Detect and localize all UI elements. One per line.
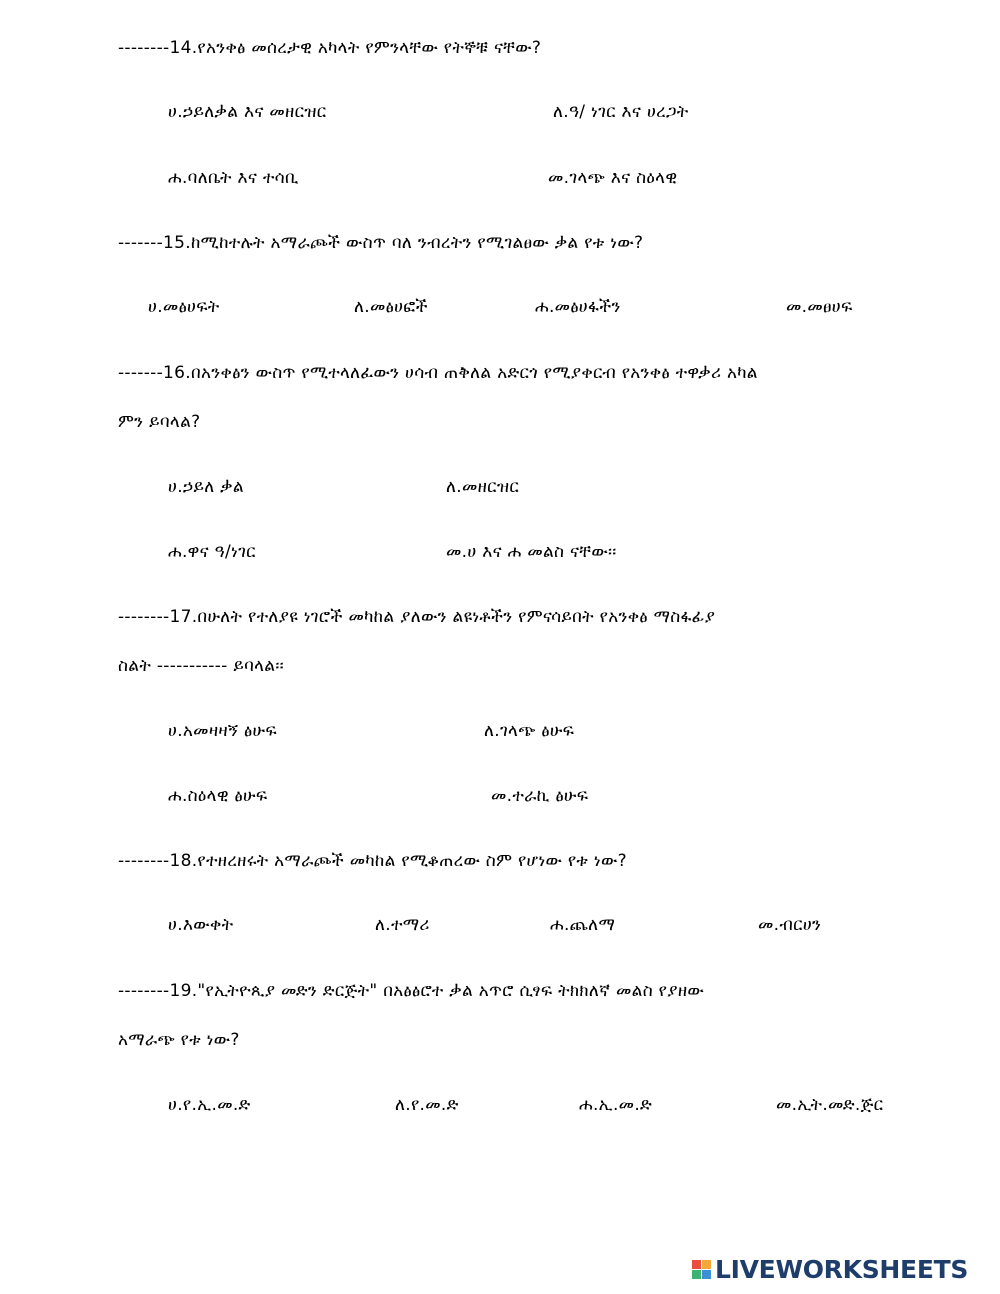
q16-option-d: መ.ሀ እና ሐ መልስ ናቸው፡፡ <box>446 542 617 562</box>
q18-option-c: ሐ.ጨለማ <box>550 915 616 935</box>
q14-option-a: ሀ.ኃይለቃል እና መዘርዝር <box>168 102 327 122</box>
q15-option-b: ለ.መፅሀፎች <box>354 297 428 317</box>
logo-square-3 <box>692 1270 701 1279</box>
question-14: --------14.የአንቀፅ መሰረታዊ አካላት የምንላቸው የትኞቹ ናቸው? <box>118 38 542 58</box>
question-16-line-2: ምን ይባላል? <box>118 412 201 432</box>
question-18: --------18.የተዘረዘሩት አማራጮች መካከል የሚቆጠረው ስም የሆነው የቱ ነው? <box>118 851 627 871</box>
q15-option-c: ሐ.መፅሀፋችን <box>535 297 621 317</box>
q16-option-b: ለ.መዘርዝር <box>446 477 520 497</box>
q14-option-c: ሐ.ባለቤት እና ተሳቢ <box>168 168 299 188</box>
liveworksheets-logo <box>692 1254 968 1284</box>
logo-square-2 <box>702 1260 711 1269</box>
q17-option-a: ሀ.አመዛዛኝ ፅሁፍ <box>168 721 277 741</box>
q15-option-a: ሀ.መፅሀፍት <box>148 297 220 317</box>
q16-option-c: ሐ.ዋና ዓ/ነገር <box>168 542 256 562</box>
q14-option-b: ለ.ዓ/ ነገር እና ሀረጋት <box>553 102 689 122</box>
q16-option-a: ሀ.ኃይለ ቃል <box>168 477 244 497</box>
q19-option-b: ለ.የ.መ.ድ <box>395 1095 459 1115</box>
logo-text: LIVEWORKSHEETS <box>715 1254 969 1284</box>
q15-option-d: መ.መፀሀፍ <box>786 297 853 317</box>
liveworksheets-mark-icon <box>692 1260 711 1279</box>
question-17-line-2: ስልት ----------- ይባላል፡፡ <box>118 656 284 676</box>
question-19-line-2: አማራጭ የቱ ነው? <box>118 1030 240 1050</box>
q17-option-b: ለ.ገላጭ ፅሁፍ <box>484 721 575 741</box>
question-17-line-1: --------17.በሁለት የተለያዩ ነገሮች መካከል ያለውን ልዩነቶችን የምናሳይበት የአንቀፅ ማስፋፊያ <box>118 607 716 627</box>
q17-option-c: ሐ.ስዕላዊ ፅሁፍ <box>168 786 268 806</box>
logo-square-1 <box>692 1260 701 1269</box>
q18-option-b: ለ.ተማሪ <box>375 915 430 935</box>
q14-option-d: መ.ገላጭ እና ስዕላዊ <box>548 168 678 188</box>
question-15: -------15.ከሚከተሉት አማራጮች ውስጥ ባለ ንብረትን የሚገልፀው ቃል የቱ ነው? <box>118 233 644 253</box>
question-19-line-1: --------19."የኢትዮጲያ መድን ድርጅት" በአፅፅሮተ ቃል አጥሮ ሲፃፍ ትክክለኛ መልስ የያዘው <box>118 981 705 1001</box>
q19-option-c: ሐ.ኢ.መ.ድ <box>579 1095 653 1115</box>
logo-square-4 <box>702 1270 711 1279</box>
q17-option-d: መ.ተራኪ ፅሁፍ <box>491 786 589 806</box>
q18-option-a: ሀ.እውቀት <box>168 915 234 935</box>
q19-option-a: ሀ.የ.ኢ.መ.ድ <box>168 1095 251 1115</box>
q19-option-d: መ.ኢት.መድ.ጅር <box>776 1095 884 1115</box>
q18-option-d: መ.ብርሀን <box>758 915 822 935</box>
question-16-line-1: -------16.በአንቀፅን ውስጥ የሚተላለፈውን ሀሳብ ጠቅለል አድርጎ የሚያቀርብ የአንቀፅ ተዋቃሪ አካል <box>118 363 758 383</box>
